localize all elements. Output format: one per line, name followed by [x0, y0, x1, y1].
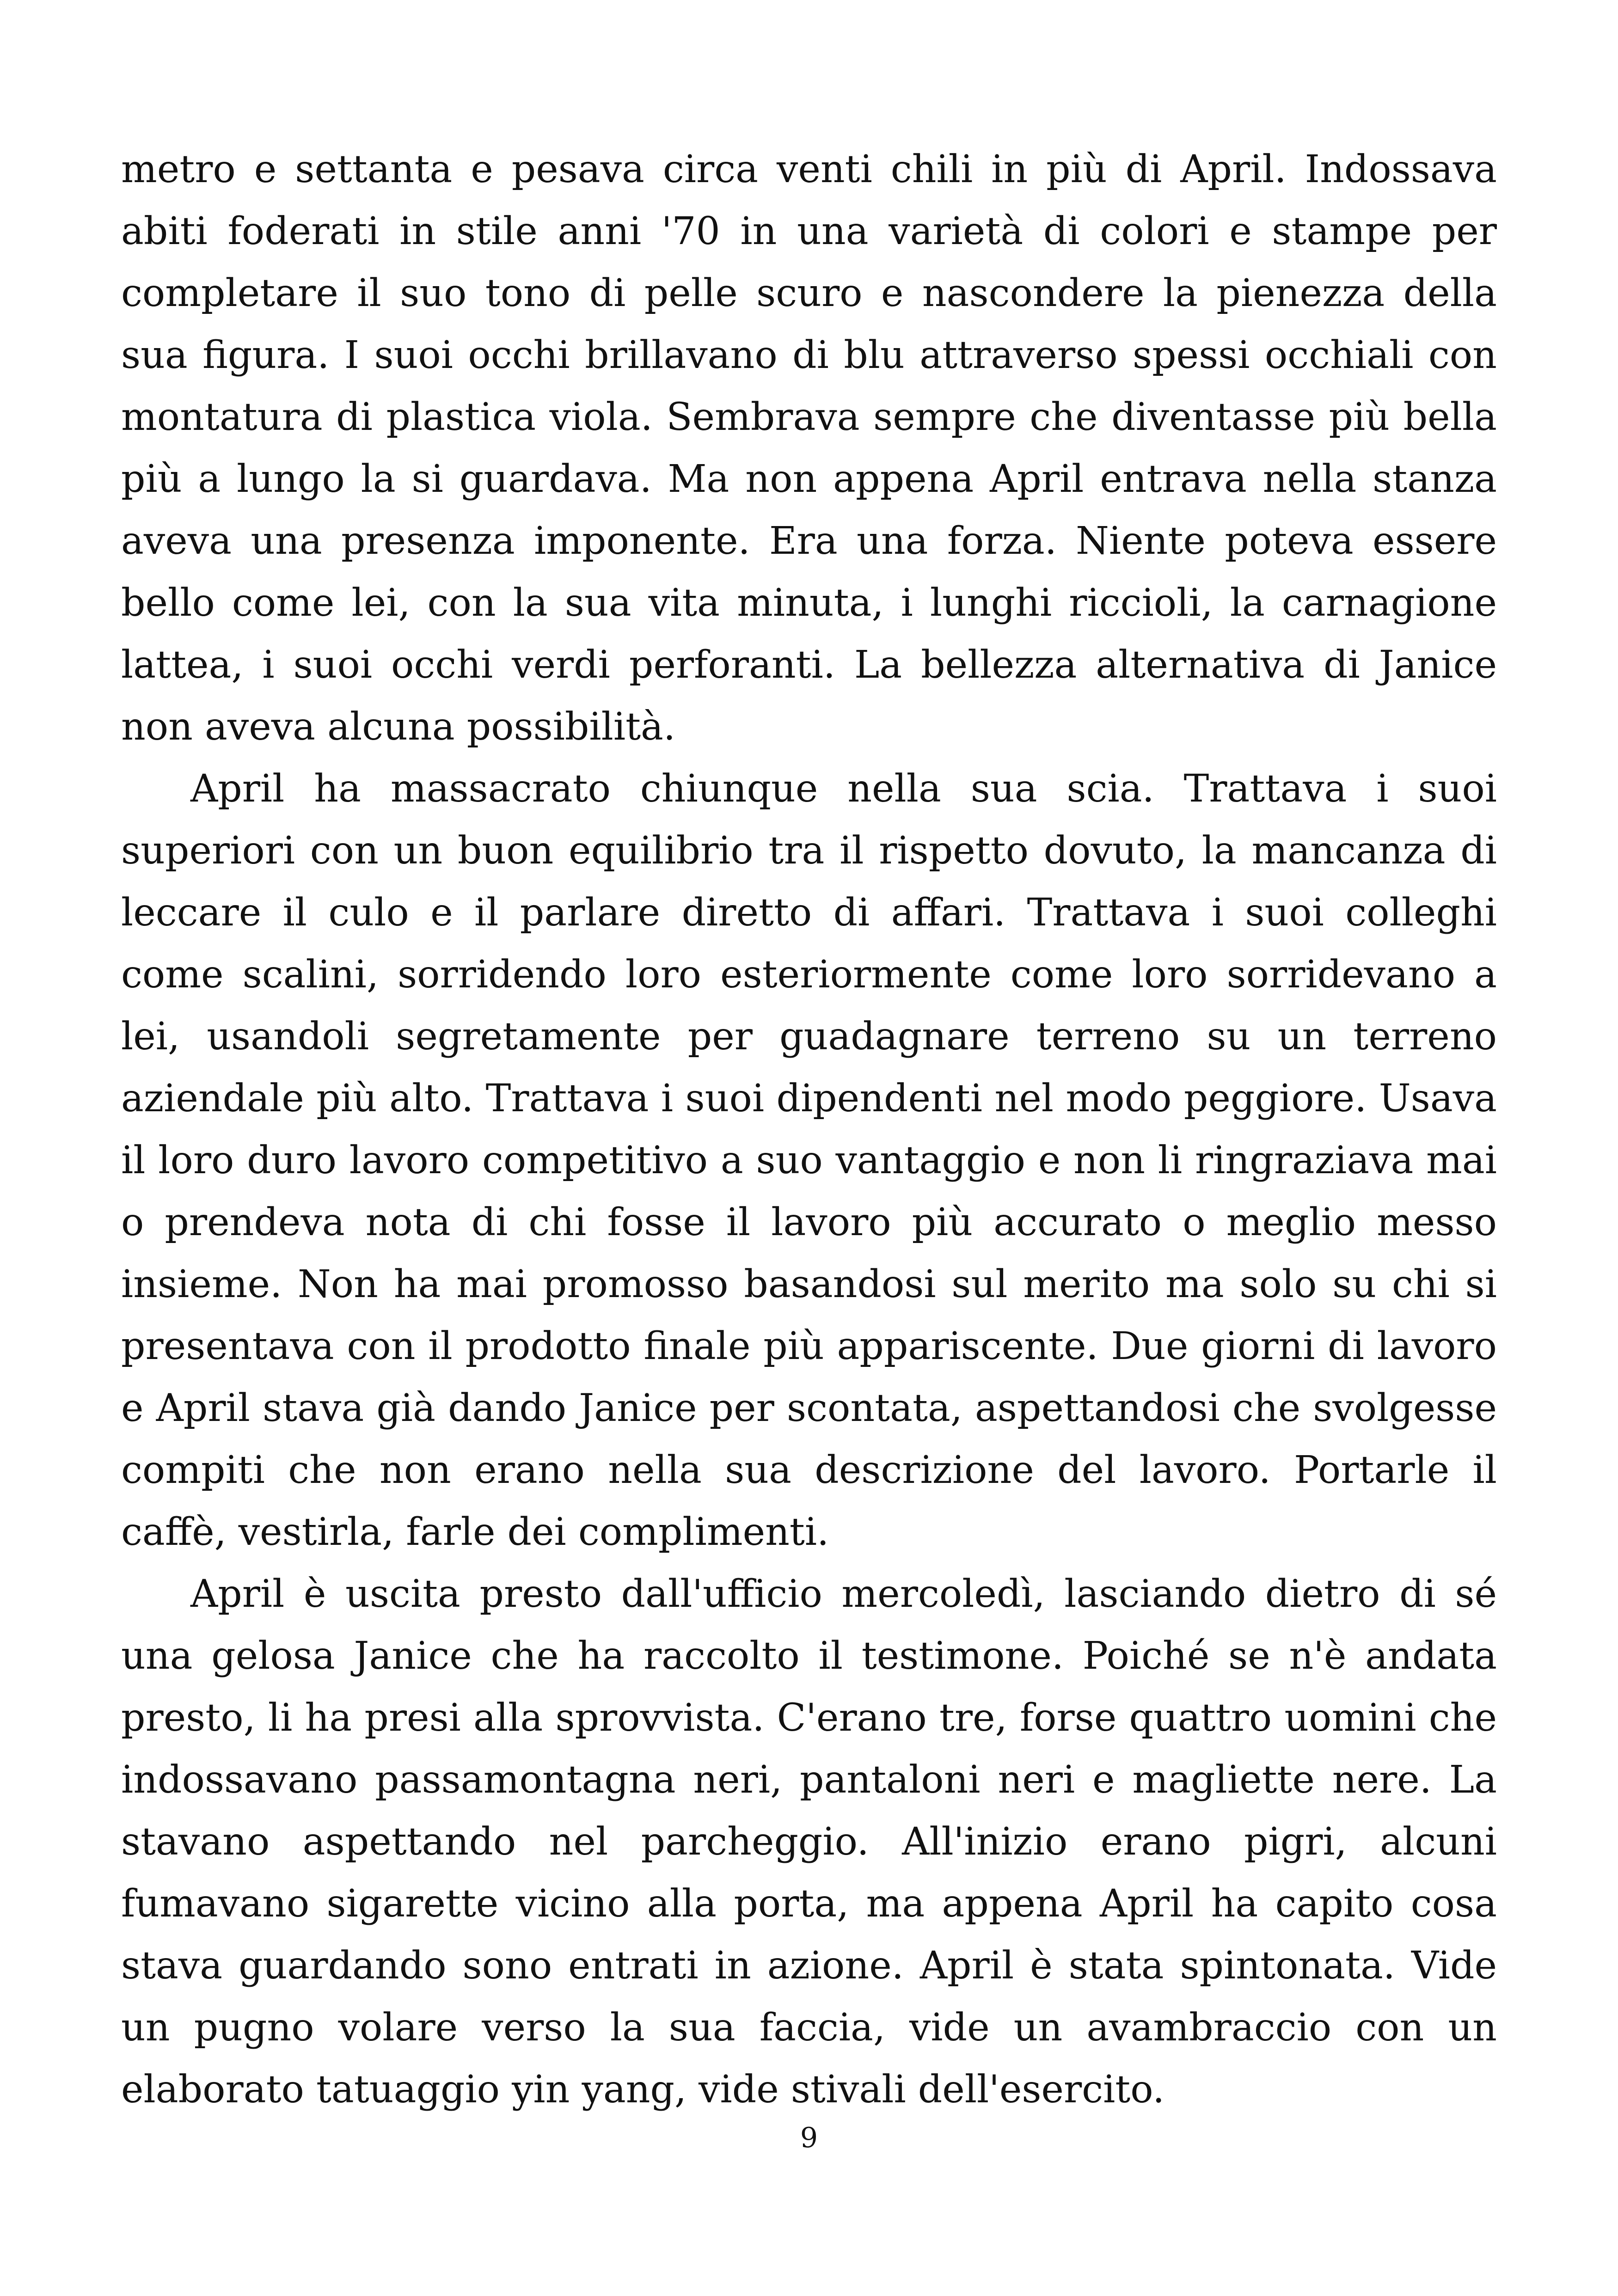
paragraph-1: metro e settanta e pesava circa venti chili in più di April. Indossava abiti foderati in stile anni '70 in una varietà di colori e stampe per completare il suo tono di pelle scuro e nascondere la pienezza della sua figura. I suoi occhi brillavano di blu attraverso spessi occhiali con montatura di plastica viola. Sembrava sempre che diventasse più bella più a lungo la si guardava. Ma non appena April entrava nella stanza aveva una presenza imponente. Era una forza. Niente poteva essere bello come lei, con la sua vita minuta, i lunghi riccioli, la carnagione lattea, i suoi occhi verdi perforanti. La bellezza alternativa di Janice non aveva alcuna possibilità.	[121, 147, 1497, 749]
page-body	[121, 139, 1497, 2121]
paragraph-2: April ha massacrato chiunque nella sua scia. Trattava i suoi superiori con un buon equilibrio tra il rispetto dovuto, la mancanza di leccare il culo e il parlare diretto di affari. Trattava i suoi colleghi come scalini, sorridendo loro esteriormente come loro sorridevano a lei, usandoli segretamente per guadagnare terreno su un terreno aziendale più alto. Trattava i suoi dipendenti nel modo peggiore. Usava il loro duro lavoro competitivo a suo vantaggio e non li ringraziava mai o prendeva nota di chi fosse il lavoro più accurato o meglio messo insieme. Non ha mai promosso basandosi sul merito ma solo su chi si presentava con il prodotto finale più appariscente. Due giorni di lavoro e April stava già dando Janice per scontata, aspettandosi che svolgesse compiti che non erano nella sua descrizione del lavoro. Portarle il caffè, vestirla, farle dei complimenti.	[121, 767, 1497, 1554]
paragraph-3: April è uscita presto dall'ufficio mercoledì, lasciando dietro di sé una gelosa Janice che ha raccolto il testimone. Poiché se n'è andata presto, li ha presi alla sprovvista. C'erano tre, forse quattro uomini che indossavano passamontagna neri, pantaloni neri e magliette nere. La stavano aspettando nel parcheggio. All'inizio erano pigri, alcuni fumavano sigarette vicino alla porta, ma appena April ha capito cosa stava guardando sono entrati in azione. April è stata spintonata. Vide un pugno volare verso la sua faccia, vide un avambraccio con un elaborato tatuaggio yin yang, vide stivali dell'esercito.	[121, 1572, 1497, 2112]
page-number: 9	[800, 2122, 818, 2154]
